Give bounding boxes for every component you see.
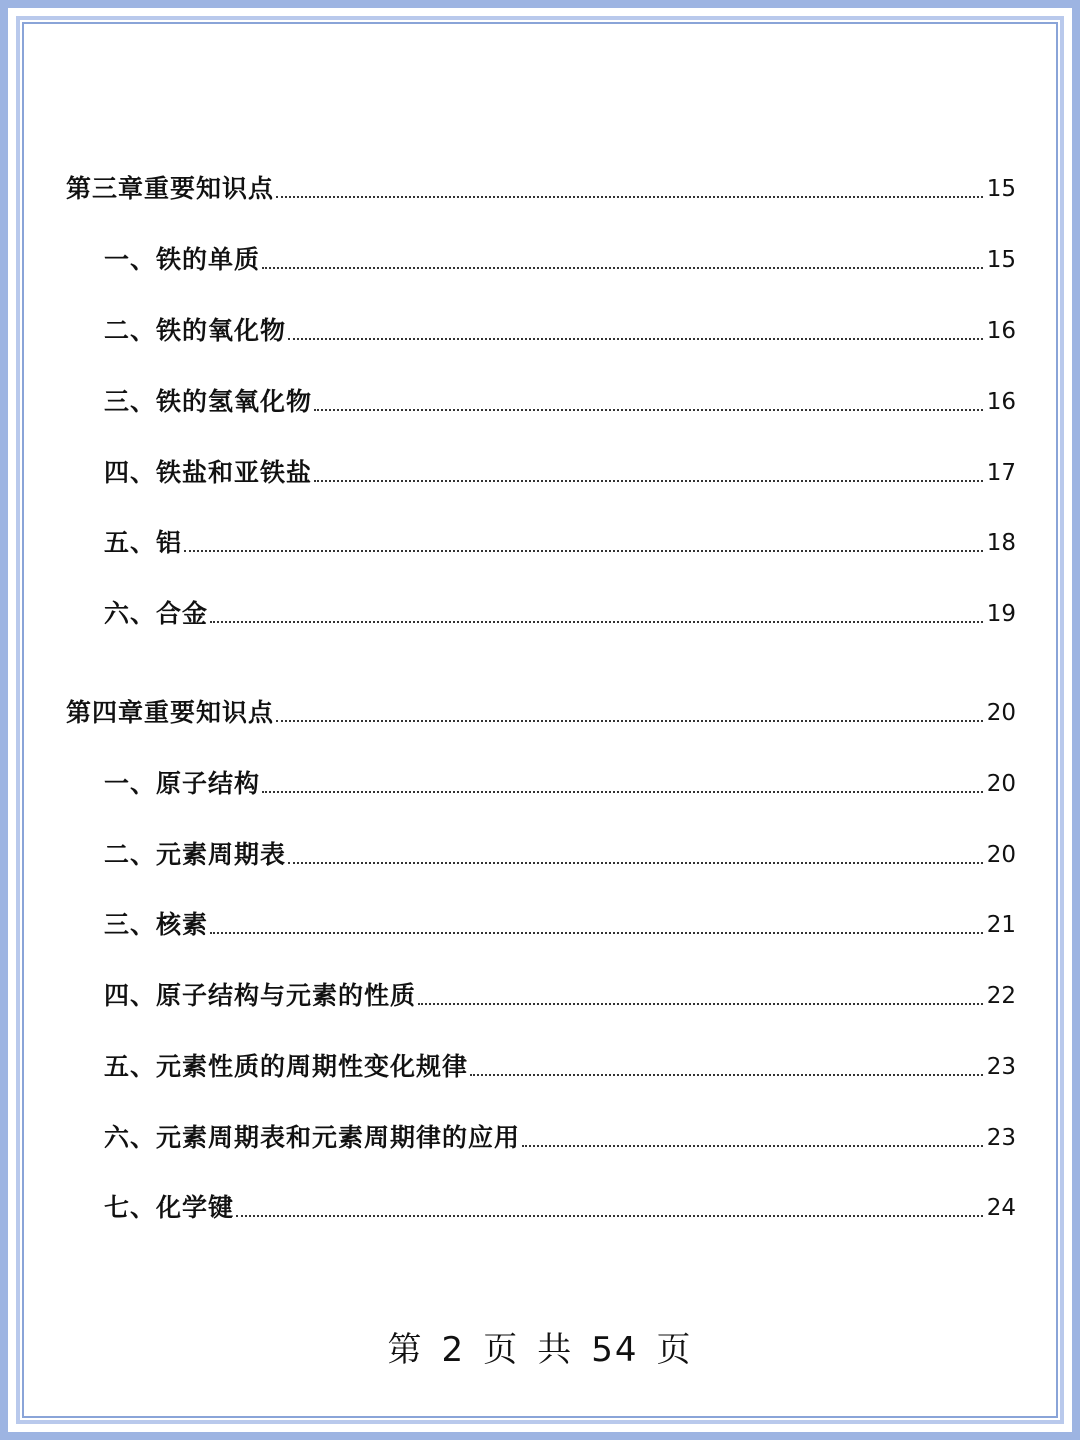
toc-page-number: 22 xyxy=(986,983,1016,1009)
toc-section-title: 一、原子结构 xyxy=(104,769,261,798)
footer-total-word: 共 xyxy=(537,1330,574,1370)
toc-leader-dots xyxy=(276,196,983,198)
toc-leader-dots xyxy=(470,1074,983,1076)
footer-prefix: 第 xyxy=(387,1330,424,1370)
toc-leader-dots xyxy=(184,550,983,552)
toc-page-number: 23 xyxy=(986,1125,1016,1151)
toc-section-title: 三、核素 xyxy=(104,910,209,939)
toc-chapter-title: 第四章重要知识点 xyxy=(66,698,275,727)
toc-chapter-4[interactable] xyxy=(66,690,1016,730)
toc-leader-dots xyxy=(314,480,983,482)
toc-section-entry[interactable] xyxy=(104,761,1016,801)
toc-leader-dots xyxy=(276,720,983,722)
toc-chapter-title: 第三章重要知识点 xyxy=(66,174,275,203)
toc-section-entry[interactable] xyxy=(104,520,1016,560)
toc-section-entry[interactable] xyxy=(104,973,1016,1013)
toc-page-number: 17 xyxy=(986,460,1016,486)
toc-section-title: 六、元素周期表和元素周期律的应用 xyxy=(104,1123,521,1152)
toc-leader-dots xyxy=(210,621,983,623)
footer-page-word: 页 xyxy=(483,1330,520,1370)
page-footer xyxy=(0,1326,1080,1374)
toc-leader-dots xyxy=(262,267,983,269)
toc-leader-dots xyxy=(418,1003,983,1005)
toc-leader-dots xyxy=(210,932,983,934)
toc-page-number: 23 xyxy=(986,1054,1016,1080)
footer-suffix: 页 xyxy=(656,1330,693,1370)
toc-section-entry[interactable] xyxy=(104,1115,1016,1155)
toc-page-number: 15 xyxy=(986,247,1016,273)
toc-section-entry[interactable] xyxy=(104,591,1016,631)
toc-section-title: 六、合金 xyxy=(104,599,209,628)
toc-page-number: 19 xyxy=(986,601,1016,627)
footer-current-page: 2 xyxy=(441,1330,466,1370)
toc-section-entry[interactable] xyxy=(104,832,1016,872)
toc-section-entry[interactable] xyxy=(104,379,1016,419)
toc-section-entry[interactable] xyxy=(104,1185,1016,1225)
toc-leader-dots xyxy=(522,1145,983,1147)
toc-section-title: 七、化学键 xyxy=(104,1193,235,1222)
toc-section-title: 二、铁的氧化物 xyxy=(104,316,287,345)
toc-page-number: 20 xyxy=(986,700,1016,726)
toc-section-title: 五、元素性质的周期性变化规律 xyxy=(104,1052,469,1081)
toc-chapter-3[interactable] xyxy=(66,166,1016,206)
toc-section-entry[interactable] xyxy=(104,237,1016,277)
toc-page-number: 16 xyxy=(986,318,1016,344)
toc-leader-dots xyxy=(262,791,983,793)
toc-section-title: 一、铁的单质 xyxy=(104,245,261,274)
toc-section-title: 四、铁盐和亚铁盐 xyxy=(104,458,313,487)
toc-section-entry[interactable] xyxy=(104,450,1016,490)
toc-section-entry[interactable] xyxy=(104,308,1016,348)
toc-page-number: 20 xyxy=(986,842,1016,868)
toc-page-number: 15 xyxy=(986,176,1016,202)
toc-leader-dots xyxy=(288,338,983,340)
toc-section-entry[interactable] xyxy=(104,1044,1016,1084)
toc-page-number: 21 xyxy=(986,912,1016,938)
toc-page-number: 18 xyxy=(986,530,1016,556)
toc-section-title: 五、铝 xyxy=(104,528,183,557)
toc-leader-dots xyxy=(314,409,983,411)
toc-section-title: 二、元素周期表 xyxy=(104,840,287,869)
toc-section-title: 三、铁的氢氧化物 xyxy=(104,387,313,416)
toc-section-entry[interactable] xyxy=(104,902,1016,942)
toc-page-number: 16 xyxy=(986,389,1016,415)
toc-leader-dots xyxy=(288,862,983,864)
toc-section-title: 四、原子结构与元素的性质 xyxy=(104,981,417,1010)
toc-page-number: 20 xyxy=(986,771,1016,797)
toc-page-number: 24 xyxy=(986,1195,1016,1221)
footer-total-pages: 54 xyxy=(591,1330,639,1370)
toc-leader-dots xyxy=(236,1215,983,1217)
